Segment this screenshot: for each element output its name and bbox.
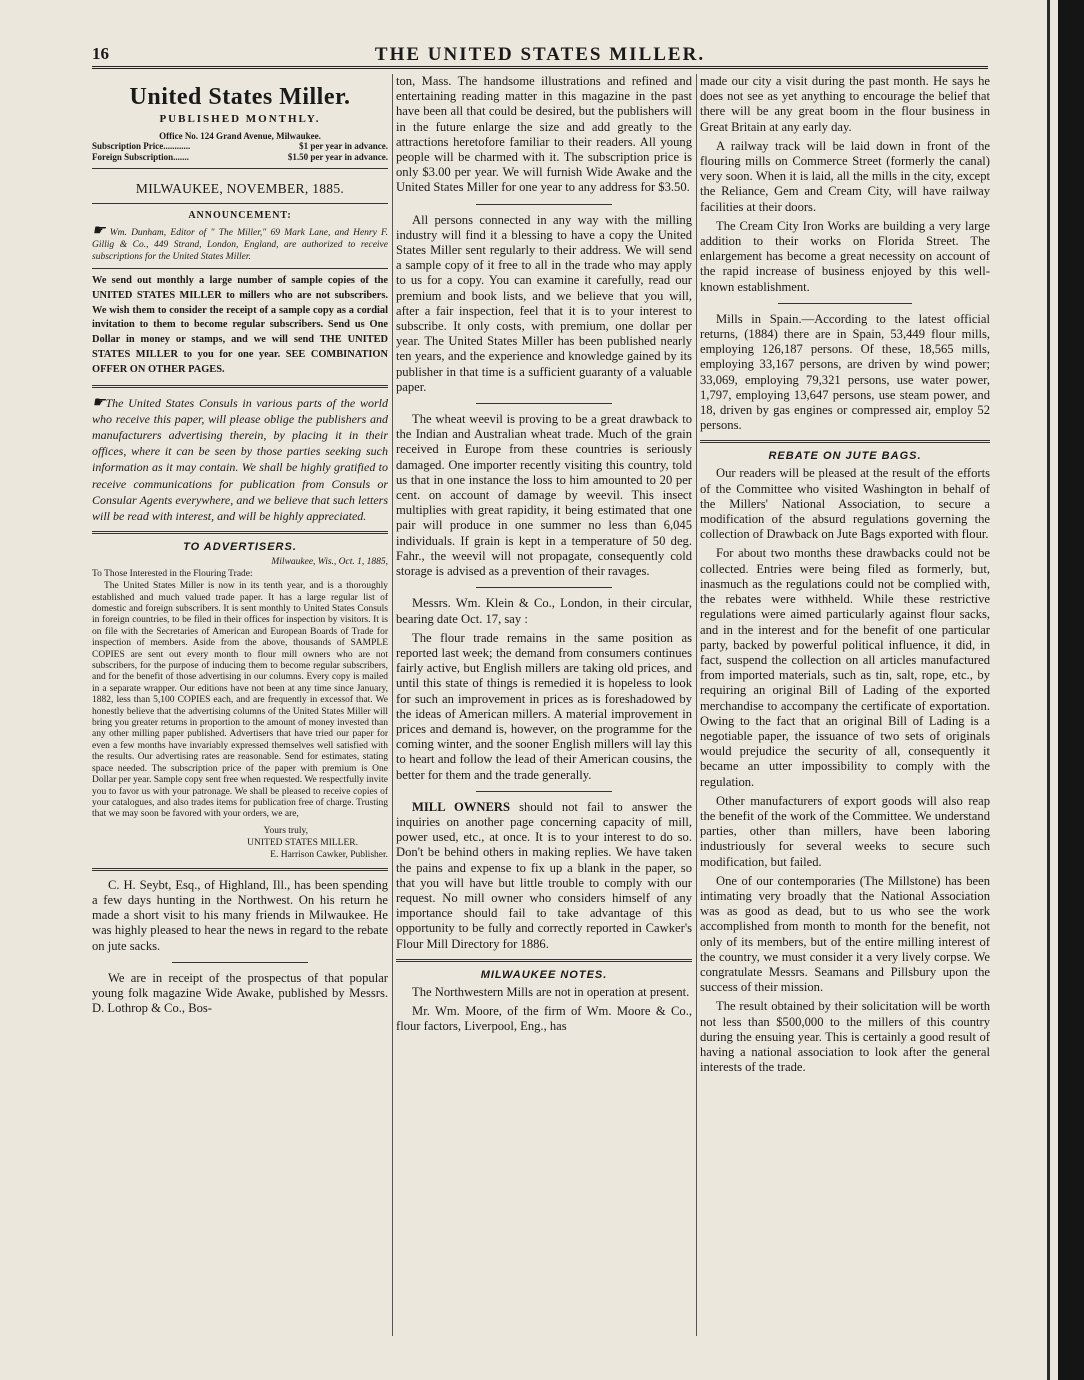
page-edge-shadow [1058,0,1084,1380]
page-number: 16 [92,44,109,63]
rebate-paragraph-2: For about two months these drawbacks could not be collected. Entries were being filed as formerly, but, inasmuch as the regulations could not be complied with, the rebates were withheld. While these restrictive regulations were aimed particularly against flour sacks, and in the interest and for the benefit of one particular party, backed by powerful political influence, it did, in fact, suspend the collection on all articles manufactured from imported materials, such as tin, salt, rope, etc., by requiring an original Bill of Lading of the exported merchandise to accompany the certificate of exportation. Owing to the fact that an original Bill of Lading is a negotiable paper, the issuance of two sets of originals would prejudice the security of all, consequently it became an utter impossibility to comply with the regulation. [700,546,990,789]
divider [92,168,388,169]
all-persons-paragraph: All persons connected in any way with the milling industry will find it a blessing to have a copy the United States Miller sent regularly to their address. We will send a sample copy of it free to all in the trade who may apply to us for a copy. You can examine it carefully, read our premium and book lists, and we believe that you will, after a fair inspection, feel that it is to your interest to subscribe. It only costs, with premium, one dollar per year. The United States Miller has been published nearly ten years, and the experience and knowledge gained by its publisher in that time is a sufficient guaranty of a valuable paper. [396,212,692,394]
foreign-subscription-label: Foreign Subscription....... [92,152,189,162]
short-divider [172,962,308,963]
rebate-paragraph-3: Other manufacturers of export goods will also reap the benefit of the work of the Committee. We understand parties, other than millers, have been laboring industriously for several weeks to secure such modification, but failed. [700,793,990,869]
foreign-subscription-value: $1.50 per year in advance. [287,152,388,162]
milwaukee-notes-heading: MILWAUKEE NOTES. [480,968,608,981]
double-divider [700,440,990,443]
mill-owners-body: should not fail to answer the inquiries on another page concerning capacity of mill, power used, etc., at once. It is to your interest to do so. Don't be behind others in making replies. We have taken the pains and expense to fix up a blank in the paper, so that you will have but little trouble to comply with our request. No mill owner who considers himself of any importance should fail to take advantage of this opportunity to be fully and correctly reported in Cawker's Flour Mill Directory for 1886. [396,799,692,951]
subscription-price-value: $1 per year in advance. [299,141,388,151]
short-divider [476,403,612,404]
wide-awake-paragraph: We are in receipt of the prospectus of that popular young folk magazine Wide Awake, published by Messrs. D. Lothrop & Co., Bos- [92,970,388,1016]
double-divider [92,385,388,388]
short-divider [476,791,612,792]
column-3 [700,74,990,1364]
page-edge-line [1047,0,1050,1380]
northwestern-paragraph: The Northwestern Mills are not in operation at present. [412,984,690,999]
short-divider [476,204,612,205]
running-title: THE UNITED STATES MILLER. [374,44,706,65]
column-1 [92,74,388,1364]
masthead: United States Miller. [129,84,351,110]
consuls-notice-body: The United States Consuls in various parts of the world who receive this paper, will please oblige the publishers and manufacturers advertising therein, by placing it in their offices, where it can be seen by those parties seeking such information as it may contain. We shall be highly gratified to receive communications for publication from Consuls or Consular Agents everywhere, and we believe that such letters will be read with interest, and will be highly appreciated. [92,395,388,523]
mill-owners-paragraph [396,800,692,952]
sample-copies-notice: We send out monthly a large number of sample copies of the UNITED STATES MILLER to millers who are not subscribers. We wish them to consider the receipt of a sample copy as a cordial invitation to them to become regular subscribers. Send us One Dollar in money or stamps, and we will send THE UNITED STATES MILLER to you for one year. SEE COMBINATION OFFER ON OTHER PAGES. [92,275,388,375]
short-divider [778,303,911,304]
column-rule-1 [392,74,393,1336]
double-divider [92,531,388,534]
signature-yours: Yours truly, [263,825,308,836]
subscription-price-label: Subscription Price............ [92,141,191,151]
double-divider [92,868,388,871]
issue-dateline: MILWAUKEE, NOVEMBER, 1885. [135,181,345,196]
wheat-weevil-paragraph: The wheat weevil is proving to be a great drawback to the Indian and Australian wheat trade. Much of the grain received in Europe from these countries is seriously damaged. One importer recently visiting this country, told us that in one instance the loss to him amounted to 20 per cent. on account of damage by weevil. This insect multiplies with great rapidity, it being estimated that one pair will produce in one summer no less than 6,045 individuals. If grain is kept in a temperature of 50 deg. Fahr., the weevil will not propagate, consequently cold storage is advised as a prevention of their ravages. [396,412,692,579]
signature-paper: UNITED STATES MILLER. [247,837,358,848]
double-divider [396,959,692,962]
announcement-text [92,225,388,263]
divider [92,268,388,269]
advertisers-dateline: Milwaukee, Wis., Oct. 1, 1885, [271,557,388,568]
header-rule [92,66,988,69]
seybt-paragraph: C. H. Seybt, Esq., of Highland, Ill., has been spending a few days hunting in the Northwest. On his return he made a short visit to his many friends in Milwaukee. He was highly pleased to hear the news in regard to the rebate on jute sacks. [92,877,388,953]
foreign-subscription-line [92,152,388,163]
flour-trade-quote: The flour trade remains in the same position as reported last week; the demand from consumers continues fairly active, but English millers are taking old prices, and until this state of things is remedied it is hopeless to look for such an improvement in prices as is foreshadowed by the ideas of American millers. A material improvement in prices and demand is, however, on the programme for the coming winter, and the sooner English millers will lay this to heart and follow the lead of their American cousins, the better for them and the trade generally. [396,630,692,782]
rebate-paragraph-5: The result obtained by their solicitation will be worth not less than $500,000 to the millers of this country during the ensuing year. This is certainly a good result of having a national association to look after the general interests of the trade. [700,999,990,1075]
subscription-price-line [92,141,388,152]
moore-continued: made our city a visit during the past month. He says he does not see as yet anything to encourage the belief that there will be any great boom in the flour business in Great Britain at any early day. [700,74,990,134]
rebate-heading: REBATE ON JUTE BAGS. [768,450,922,463]
announcement-text-body: Wm. Dunham, Editor of " The Miller," 69 Mark Lane, and Henry F. Gillig & Co., 449 Strand, London, England, are authorized to receive subscriptions for the United States Miller. [92,228,388,262]
short-divider [476,587,612,588]
klein-paragraph: Messrs. Wm. Klein & Co., London, in their circular, bearing date Oct. 17, say : [396,596,692,626]
mill-owners-lead: MILL OWNERS [412,799,510,814]
consuls-notice [92,395,388,525]
mills-in-spain-paragraph: Mills in Spain.—According to the latest official returns, (1884) there are in Spain, 53,449 flour mills, employing 126,187 persons. Of these, 18,565 mills, employing 33,167 persons, are driven by wind power; 33,069, employing 79,321 persons, use water power, 1,797, employing 13,647 persons, use steam power, and 18, driven by gas engines or compressed air, employ 52 persons. [700,311,990,433]
office-address: Office No. 124 Grand Avenue, Milwaukee. [159,131,321,141]
pointing-hand-icon: ☛ [92,394,106,411]
pointing-hand-icon: ☛ [92,223,106,239]
rebate-paragraph-1: Our readers will be pleased at the result of the efforts of the Committee who visited Washington in behalf of the Millers' National Association, to secure a modification of the absurd regulations governing the collection of Drawback on Jute Bags exported with flour. [700,466,990,542]
published-monthly: PUBLISHED MONTHLY. [159,113,321,125]
railway-paragraph: A railway track will be laid down in front of the flouring mills on Commerce Street (formerly the canal) very soon. When it is laid, all the mills in the city, except the Reliance, Gem and Cream City, will have railway facilities at their doors. [700,138,990,214]
column-rule-2 [696,74,697,1336]
iron-works-paragraph: The Cream City Iron Works are building a very large addition to their works on Florida Street. The enlargement has become a great necessity on account of the rapid increase of business enjoyed by this well-known establishment. [700,218,990,294]
wide-awake-continued: ton, Mass. The handsome illustrations and refined and entertaining reading matter in this magazine in the past have been all that could be desired, but the publishers will in the future enlarge the size and add greatly to the attractions heretofore familiar to their readers. All young people will be charmed with it. The subscription price is only $3.00 per year. We will furnish Wide Awake and the United States Miller for one year to any address for $3.50. [396,74,692,195]
signature-publisher: E. Harrison Cawker, Publisher. [270,849,388,860]
moore-paragraph: Mr. Wm. Moore, of the firm of Wm. Moore & Co., flour factors, Liverpool, Eng., has [396,1003,692,1034]
divider [92,203,388,204]
announcement-heading: ANNOUNCEMENT: [188,210,292,221]
column-2 [396,74,692,1364]
advertisers-salutation: To Those Interested in the Flouring Trade: [92,569,253,580]
to-advertisers-heading: TO ADVERTISERS. [183,541,297,554]
rebate-paragraph-4: One of our contemporaries (The Millstone) has been intimating very broadly that the National Association was as good as dead, but to us who see the work accomplished from month to month for the benefit, not only of its members, but of the entire milling interest of the country, we must consider it a very lively corpse. We congratulate Messrs. Seamans and Pillsbury upon the success of their mission. [700,873,990,995]
advertisers-text: The United States Miller is now in its tenth year, and is a thoroughly established and much valued trade paper. It has a large regular list of domestic and foreign subscribers. It is sent monthly to United States Consuls in foreign countries, to be filed in their offices for inspection by visitors. It is on file with the Secretaries of American and European Boards of Trade for inspection of members. Aside from the above, thousands of SAMPLE COPIES are sent out every month to flour mill owners who are not subscribers, for the purpose of inducing them to become regular subscribers, and for the benefit of those advertising in our columns. Every copy is mailed in a separate wrapper. Our editions have not been at any time since January, 1882, less than 5,100 COPIES each, and are frequently in excessof that. We honestly believe that the advertising columns of the United States Miller will bring you greater returns in proportion to the amount of money invested than any other milling paper published. Advertisers that have tried our paper for even a few months have invariably expressed themselves well satisfied with the results. Our advertising rates are reasonable. Send for estimates, stating space needed. The subscription price of the paper with premium is One Dollar per year. Sample copy sent free when requested. We respectfully invite you to favor us with your patronage. We shall be pleased to receive copies of your catalogues, and also trades items for publication free of charge. Trusting that we may soon be favored with your orders, we are, [92,581,388,820]
